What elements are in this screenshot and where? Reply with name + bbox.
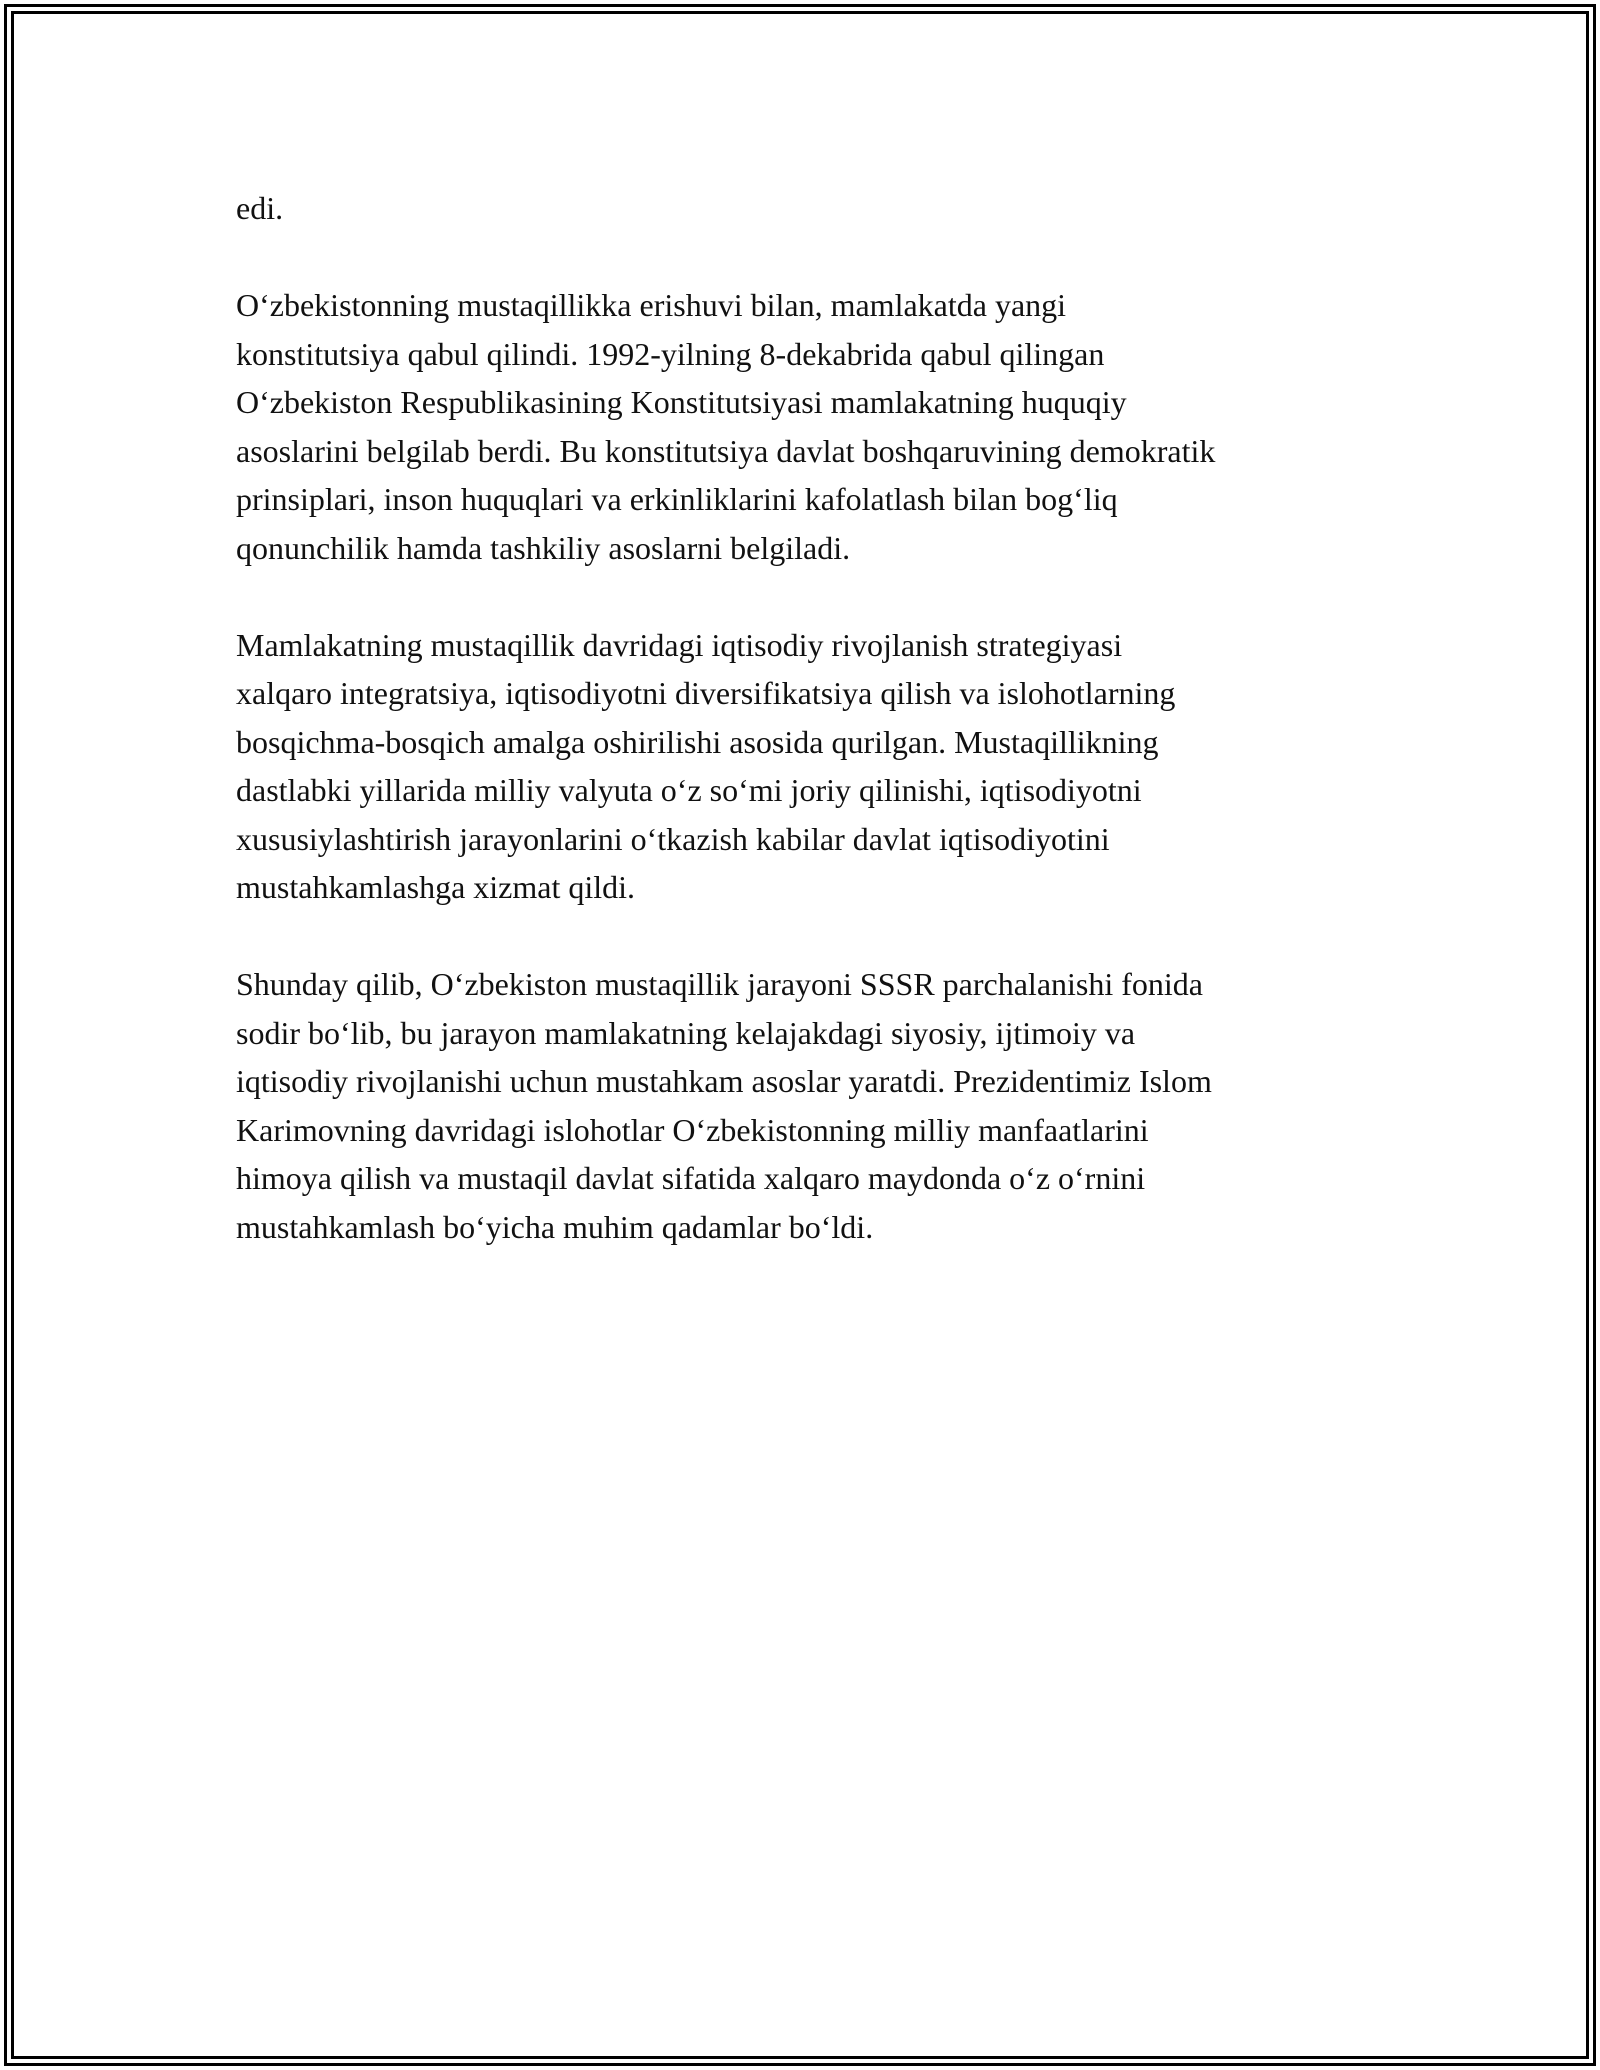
- text-line: asoslarini belgilab berdi. Bu konstitutsiya davlat boshqaruvining demokratik: [236, 432, 1216, 469]
- text-line: mustahkamlashga xizmat qildi.: [236, 869, 636, 905]
- text-line: qonunchilik hamda tashkiliy asoslarni belgiladi.: [236, 529, 851, 566]
- paragraph-4: [236, 960, 1416, 1251]
- paragraph-1: [236, 184, 1416, 233]
- text-line: bosqichma-bosqich amalga oshirilishi asosida qurilgan. Mustaqillikning: [236, 723, 1159, 760]
- text-line: Shunday qilib, O‘zbekiston mustaqillik jarayoni SSSR parchalanishi fonida: [236, 966, 1203, 1002]
- text-line: iqtisodiy rivojlanishi uchun mustahkam asoslar yaratdi. Prezidentimiz Islom: [236, 1063, 1212, 1099]
- paragraph-2: [236, 281, 1416, 572]
- document-body: [236, 184, 1416, 1300]
- text-line: xalqaro integratsiya, iqtisodiyotni diversifikatsiya qilish va islohotlarning: [236, 675, 1176, 711]
- text-line: edi.: [236, 190, 284, 226]
- text-line: mustahkamlash bo‘yicha muhim qadamlar bo‘ldi.: [236, 1208, 874, 1245]
- text-line: himoya qilish va mustaqil davlat sifatida xalqaro maydonda o‘z o‘rnini: [236, 1160, 1146, 1196]
- text-line: dastlabki yillarida milliy valyuta o‘z so‘mi joriy qilinishi, iqtisodiyotni: [236, 772, 1142, 808]
- text-line: Karimovning davridagi islohotlar O‘zbekistonning milliy manfaatlarini: [236, 1111, 1149, 1148]
- text-line: sodir bo‘lib, bu jarayon mamlakatning kelajakdagi siyosiy, ijtimoiy va: [236, 1014, 1136, 1051]
- text-line: konstitutsiya qabul qilindi. 1992-yilning 8-dekabrida qabul qilingan: [236, 335, 1105, 372]
- text-line: O‘zbekistonning mustaqillikka erishuvi bilan, mamlakatda yangi: [236, 287, 1067, 323]
- text-line: O‘zbekiston Respublikasining Konstitutsiyasi mamlakatning huquqiy: [236, 384, 1127, 420]
- text-line: Mamlakatning mustaqillik davridagi iqtisodiy rivojlanish strategiyasi: [236, 626, 1123, 663]
- text-line: prinsiplari, inson huquqlari va erkinliklarini kafolatlash bilan bog‘liq: [236, 481, 1118, 517]
- text-line: xususiylashtirish jarayonlarini o‘tkazish kabilar davlat iqtisodiyotini: [236, 820, 1110, 857]
- paragraph-3: [236, 621, 1416, 912]
